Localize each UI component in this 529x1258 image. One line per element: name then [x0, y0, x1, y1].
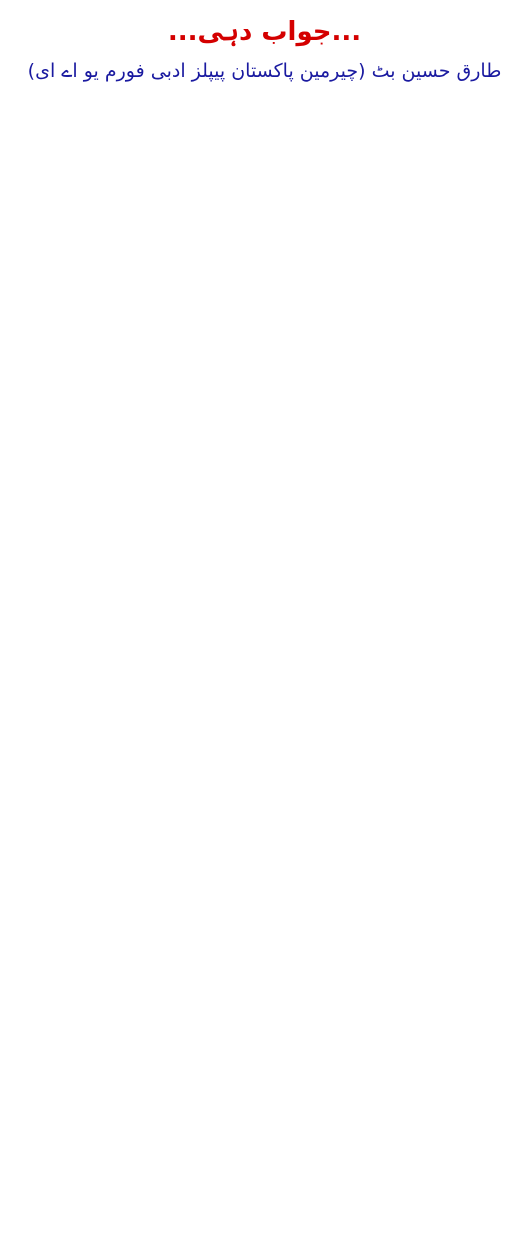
article-byline: طارق حسین بٹ (چیرمین پاکستان پیپلز ادبی فورم یو اے ای) — [27, 60, 502, 82]
article-title: ...جواب دہی... — [167, 17, 362, 47]
article-body — [10, 100, 519, 1250]
